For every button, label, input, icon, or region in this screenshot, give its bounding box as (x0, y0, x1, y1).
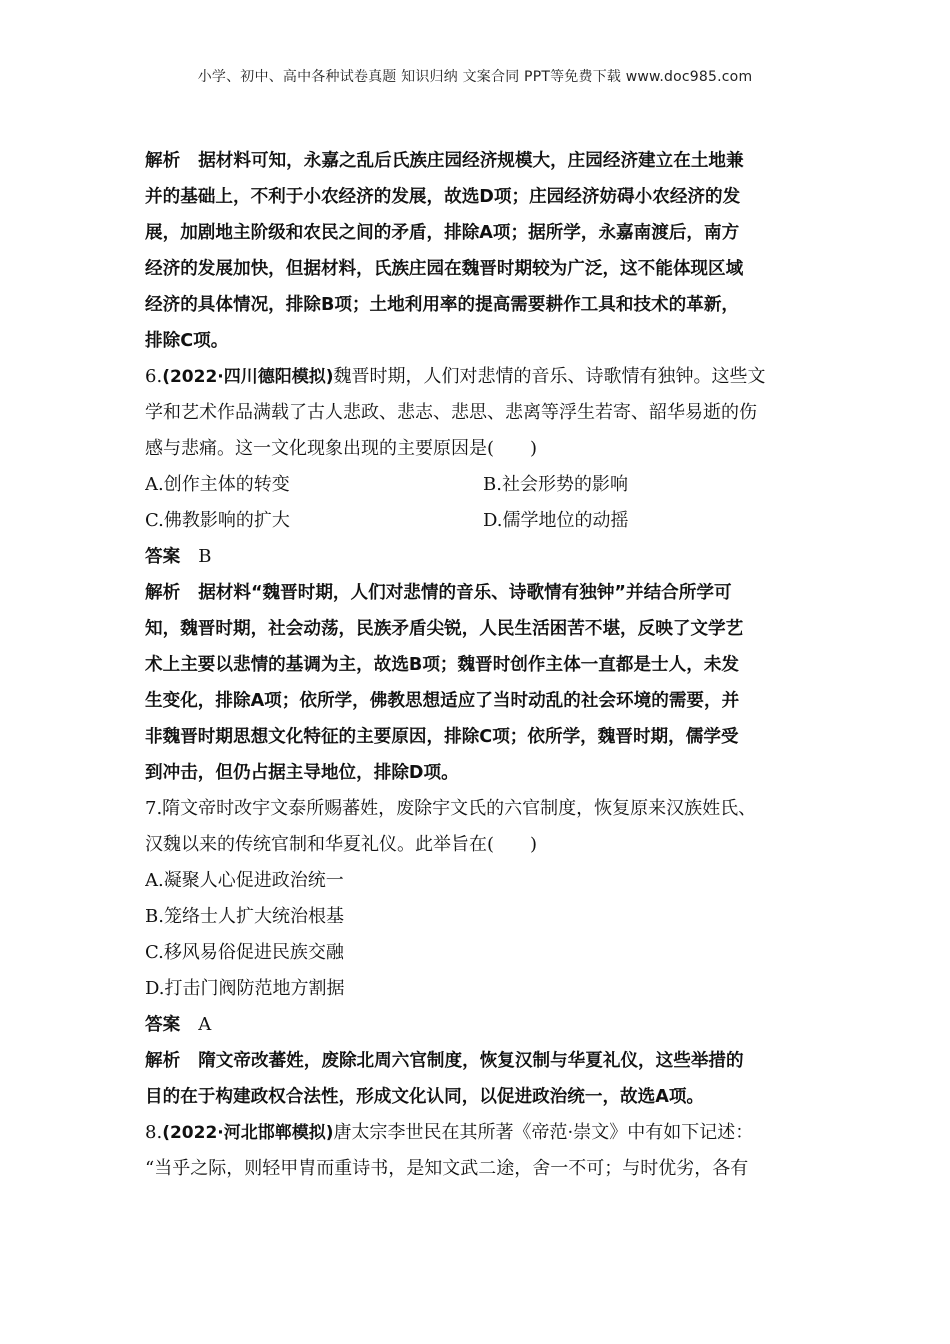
q5-analysis-line-5: 经济的具体情况，排除B项；土地利用率的提高需要耕作工具和技术的革新， (145, 295, 740, 315)
q6-option-d: D.儒学地位的动摇 (483, 510, 629, 531)
q7-analysis-line-2: 目的在于构建政权合法性，形成文化认同，以促进政治统一，故选A项。 (145, 1087, 705, 1107)
q7-stem-line-1: 7.隋文帝时改宇文泰所赐蕃姓，废除宇文氏的六官制度，恢复原来汉族姓氏、 (145, 798, 757, 819)
q7-option-d: D.打击门阀防范地方割据 (145, 978, 345, 999)
q6-answer-value: B (198, 546, 212, 567)
q6-option-b: B.社会形势的影响 (483, 474, 628, 495)
answer-label: 答案 (145, 1015, 181, 1035)
q6-stem-line-1 (145, 359, 807, 395)
analysis-label: 解析 (145, 151, 181, 171)
q7-option-b: B.笼络士人扩大统治根基 (145, 906, 344, 927)
q6-option-a: A.创作主体的转变 (145, 474, 290, 495)
document-body (145, 143, 807, 1187)
q7-option-c: C.移风易俗促进民族交融 (145, 942, 344, 963)
q5-analysis-line-6: 排除C项。 (145, 331, 229, 351)
q5-analysis-line-2: 并的基础上，不利于小农经济的发展，故选D项；庄园经济妨碍小农经济的发 (145, 187, 741, 207)
q6-answer (145, 539, 807, 575)
q8-stem-text: 唐太宗李世民在其所著《帝范·崇文》中有如下记述： (333, 1122, 754, 1143)
q7-stem-line-2: 汉魏以来的传统官制和华夏礼仪。此举旨在( ) (145, 834, 538, 855)
q6-analysis-line-3: 术上主要以悲情的基调为主，故选B项；魏晋时创作主体一直都是士人，未发 (145, 655, 740, 675)
q7-option-a: A.凝聚人心促进政治统一 (145, 870, 344, 891)
q6-analysis-line-6: 到冲击，但仍占据主导地位，排除D项。 (145, 763, 459, 783)
q5-analysis-line-1 (145, 143, 807, 179)
q6-analysis-text: 据材料“魏晋时期，人们对悲情的音乐、诗歌情有独钟”并结合所学可 (198, 583, 732, 603)
q7-answer-value: A (198, 1014, 212, 1035)
q7-analysis-text: 隋文帝改蕃姓，废除北周六官制度，恢复汉制与华夏礼仪，这些举措的 (198, 1051, 744, 1071)
answer-label: 答案 (145, 547, 181, 567)
q8-stem-line-1 (145, 1115, 807, 1151)
page-header-banner: 小学、初中、高中各种试卷真题 知识归纳 文案合同 PPT等免费下载 www.doc985.com (197, 69, 753, 85)
q6-options-row-1 (145, 467, 807, 503)
q5-analysis-text: 据材料可知，永嘉之乱后氏族庄园经济规模大，庄园经济建立在土地兼 (198, 151, 744, 171)
q6-option-c: C.佛教影响的扩大 (145, 510, 290, 531)
q6-analysis-line-1 (145, 575, 807, 611)
q5-analysis-line-4: 经济的发展加快，但据材料，氏族庄园在魏晋时期较为广泛，这不能体现区域 (145, 259, 744, 279)
q6-analysis-line-4: 生变化，排除A项；依所学，佛教思想适应了当时动乱的社会环境的需要，并 (145, 691, 740, 711)
q6-analysis-line-2: 知，魏晋时期，社会动荡，民族矛盾尖锐，人民生活困苦不堪，反映了文学艺 (145, 619, 744, 639)
q7-analysis-line-1 (145, 1043, 807, 1079)
q8-source: (2022·河北邯郸模拟) (162, 1123, 334, 1143)
q6-source: (2022·四川德阳模拟) (162, 367, 334, 387)
analysis-label: 解析 (145, 583, 181, 603)
q8-number: 8. (145, 1122, 163, 1143)
analysis-label: 解析 (145, 1051, 181, 1071)
q6-number: 6. (145, 366, 163, 387)
q6-stem-line-3: 感与悲痛。这一文化现象出现的主要原因是( ) (145, 438, 538, 459)
q6-stem-text: 魏晋时期，人们对悲情的音乐、诗歌情有独钟。这些文 (333, 366, 766, 387)
q5-analysis-line-3: 展，加剧地主阶级和农民之间的矛盾，排除A项；据所学，永嘉南渡后，南方 (145, 223, 740, 243)
q7-answer (145, 1007, 807, 1043)
q6-options-row-2 (145, 503, 807, 539)
q6-analysis-line-5: 非魏晋时期思想文化特征的主要原因，排除C项；依所学，魏晋时期，儒学受 (145, 727, 739, 747)
q8-stem-line-2: “当乎之际，则轻甲胄而重诗书，是知文武二途，舍一不可；与时优劣，各有 (145, 1158, 749, 1179)
q6-stem-line-2: 学和艺术作品满载了古人悲政、悲志、悲思、悲离等浮生若寄、韶华易逝的伤 (145, 402, 757, 423)
